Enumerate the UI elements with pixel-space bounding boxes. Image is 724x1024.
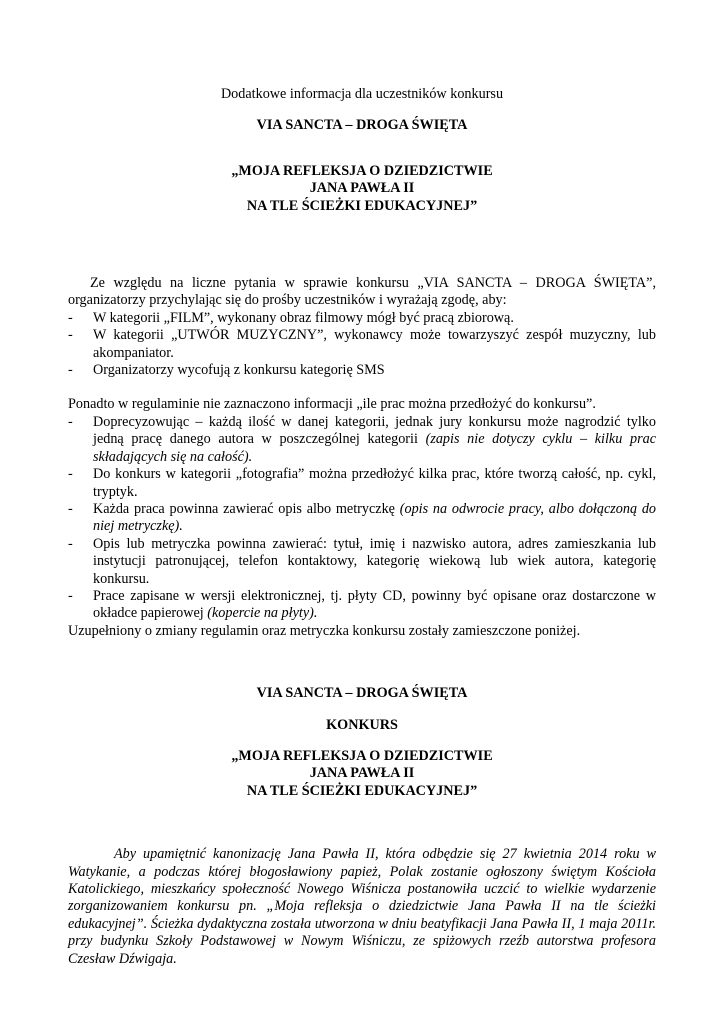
section1-list [68,310,656,380]
intro-title: Dodatkowe informacja dla uczestników konkursu [220,86,504,102]
list-item: - Opis lub metryczka powinna zawierać: tytuł, imię i nazwisko autora, adres zamieszkania lub instytucji patronującej, telefon kontaktowy, kategorię wiekową lub wiek autora, kategorię konkursu. [68,535,656,587]
section2-closing: Uzupełniony o zmiany regulamin oraz metryczka konkursu zostały zamieszczone poniżej. [68,622,581,639]
competition-title: VIA SANCTA – DROGA ŚWIĘTA [256,117,468,134]
section1-intro: Ze względu na liczne pytania w sprawie konkursu „VIA SANCTA – DROGA ŚWIĘTA”, organizatorzy przychylając się do prośby uczestników i wyrażają zgodę, aby: [68,275,656,309]
subtitle-line: JANA PAWŁA II [309,180,415,197]
section2-list [68,414,656,623]
competition-subtitle-2 [68,748,656,800]
subtitle-line: „MOJA REFLEKSJA O DZIEDZICTWIE [231,162,493,179]
list-item: - W kategorii „FILM”, wykonany obraz filmowy mógł być pracą zbiorową. [68,309,514,326]
competition-title-2: VIA SANCTA – DROGA ŚWIĘTA [256,685,468,702]
list-item: - Do konkurs w kategorii „fotografia” można przedłożyć kilka prac, które tworzą całość, np. cykl, tryptyk. [68,466,656,500]
subtitle-line: NA TLE ŚCIEŻKI EDUKACYJNEJ” [246,782,478,799]
competition-subtitle [68,163,656,215]
list-item: - Prace zapisane w wersji elektronicznej, tj. płyty CD, powinny być opisane oraz dostarczone w okładce papierowej (kopercie na płyty). [68,587,656,622]
list-item: - Doprecyzowując – każdą ilość w danej kategorii, jednak jury konkursu może nagrodzić tylko jedną pracę danego autora w poszczególnej kategorii (zapis nie dotyczy cyklu – kilku prac składających się na całość). [68,413,656,465]
subtitle-line: „MOJA REFLEKSJA O DZIEDZICTWIE [231,747,493,764]
list-item: - Organizatorzy wycofują z konkursu kategorię SMS [68,362,385,379]
list-item: - W kategorii „UTWÓR MUZYCZNY”, wykonawcy może towarzyszyć zespół muzyczny, lub akompaniator. [68,327,656,361]
intro-paragraph: Aby upamiętnić kanonizację Jana Pawła II, która odbędzie się 27 kwietnia 2014 roku w Watykanie, a podczas której błogosławiony papież, Polak zostanie ogłoszony świętym Kościoła Katolickiego, mieszkańcy społeczność Nowego Wiśnicza postanowiła uczcić to wielkie wydarzenie zorganizowaniem konkursu pn. „Moja refleksja o dziedzictwie Jana Pawła II na tle ścieżki edukacyjnej”. Ścieżka dydaktyczna została utworzona w dniu beatyfikacji Jana Pawła II, 1 maja 2011r. przy budynku Szkoły Podstawowej w Nowym Wiśniczu, ze spiżowych rzeźb autorstwa profesora Czesław Dźwigaja. [68,846,656,967]
list-item: - Każda praca powinna zawierać opis albo metryczkę (opis na odwrocie pracy, albo dołączoną do niej metryczkę). [68,500,657,535]
subtitle-line: JANA PAWŁA II [309,765,415,782]
document-page [68,0,656,968]
competition-label: KONKURS [326,716,398,733]
subtitle-line: NA TLE ŚCIEŻKI EDUKACYJNEJ” [246,197,478,214]
section2-intro: Ponadto w regulaminie nie zaznaczono informacji „ile prac można przedłożyć do konkursu”. [68,396,596,413]
